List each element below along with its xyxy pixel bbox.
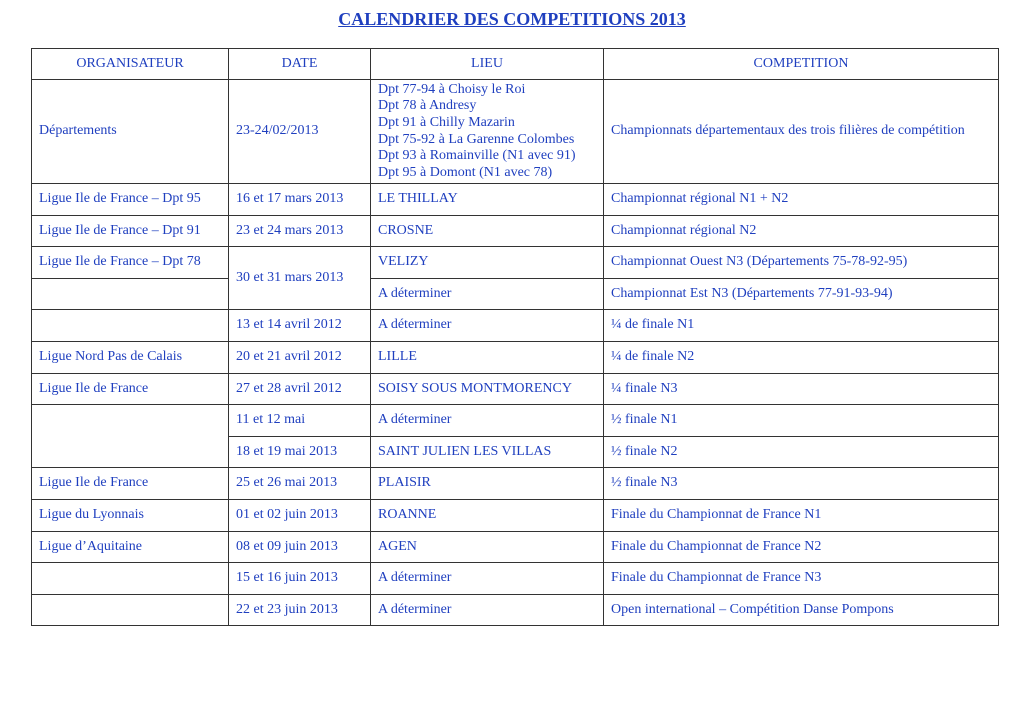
cell-date: 08 et 09 juin 2013 [229, 531, 371, 563]
cell-organisateur: Départements [32, 80, 229, 184]
cell-date: 30 et 31 mars 2013 [229, 247, 371, 310]
location-line: Dpt 77-94 à Choisy le Roi [378, 81, 526, 97]
location-line: Dpt 95 à Domont (N1 avec 78) [378, 164, 553, 180]
cell-date: 23-24/02/2013 [229, 80, 371, 184]
cell-lieu: A déterminer [371, 594, 604, 626]
table-row [32, 184, 999, 216]
cell-organisateur [32, 310, 229, 342]
table-row [32, 373, 999, 405]
cell-competition: Finale du Championnat de France N3 [604, 563, 999, 595]
header-lieu: LIEU [371, 49, 604, 80]
cell-lieu: ROANNE [371, 499, 604, 531]
header-date: DATE [229, 49, 371, 80]
cell-competition: Championnat régional N1 + N2 [604, 184, 999, 216]
table-header-row [32, 49, 999, 80]
cell-lieu: LILLE [371, 341, 604, 373]
table-row [32, 531, 999, 563]
cell-competition: ¼ de finale N2 [604, 341, 999, 373]
cell-organisateur: Ligue Ile de France – Dpt 91 [32, 215, 229, 247]
table-row [32, 310, 999, 342]
cell-date: 13 et 14 avril 2012 [229, 310, 371, 342]
header-organisateur: ORGANISATEUR [32, 49, 229, 80]
cell-lieu [371, 80, 604, 184]
cell-date: 11 et 12 mai [229, 405, 371, 437]
cell-competition: ¼ finale N3 [604, 373, 999, 405]
cell-lieu: CROSNE [371, 215, 604, 247]
cell-lieu: A déterminer [371, 405, 604, 437]
cell-competition: Championnat régional N2 [604, 215, 999, 247]
location-line: Dpt 78 à Andresy [378, 98, 477, 114]
cell-date: 27 et 28 avril 2012 [229, 373, 371, 405]
table-row [32, 468, 999, 500]
header-competition: COMPETITION [604, 49, 999, 80]
cell-organisateur [32, 563, 229, 595]
table-row [32, 563, 999, 595]
cell-lieu: SOISY SOUS MONTMORENCY [371, 373, 604, 405]
cell-organisateur: Ligue du Lyonnais [32, 499, 229, 531]
cell-lieu: LE THILLAY [371, 184, 604, 216]
location-line: Dpt 93 à Romainville (N1 avec 91) [378, 148, 576, 164]
cell-date: 20 et 21 avril 2012 [229, 341, 371, 373]
table-row [32, 278, 999, 310]
cell-date: 23 et 24 mars 2013 [229, 215, 371, 247]
cell-date: 22 et 23 juin 2013 [229, 594, 371, 626]
table-row [32, 247, 999, 279]
cell-lieu: SAINT JULIEN LES VILLAS [371, 436, 604, 468]
location-line: Dpt 75-92 à La Garenne Colombes [378, 131, 575, 147]
cell-lieu: A déterminer [371, 310, 604, 342]
cell-date: 15 et 16 juin 2013 [229, 563, 371, 595]
page-title: CALENDRIER DES COMPETITIONS 2013 [338, 9, 686, 29]
cell-date: 16 et 17 mars 2013 [229, 184, 371, 216]
cell-lieu: A déterminer [371, 563, 604, 595]
competition-calendar-table [31, 48, 999, 626]
cell-competition: Championnat Ouest N3 (Départements 75-78-92-95) [604, 247, 999, 279]
cell-lieu: PLAISIR [371, 468, 604, 500]
cell-competition: Finale du Championnat de France N1 [604, 499, 999, 531]
cell-organisateur [32, 594, 229, 626]
cell-competition: Championnat Est N3 (Départements 77-91-93-94) [604, 278, 999, 310]
cell-competition: ¼ de finale N1 [604, 310, 999, 342]
cell-lieu: A déterminer [371, 278, 604, 310]
cell-organisateur: Ligue Ile de France – Dpt 95 [32, 184, 229, 216]
cell-competition: Championnats départementaux des trois filières de compétition [604, 80, 999, 184]
cell-organisateur: Ligue Nord Pas de Calais [32, 341, 229, 373]
cell-competition: ½ finale N2 [604, 436, 999, 468]
cell-lieu: VELIZY [371, 247, 604, 279]
cell-organisateur [32, 405, 229, 468]
cell-organisateur: Ligue d’Aquitaine [32, 531, 229, 563]
cell-organisateur: Ligue Ile de France [32, 373, 229, 405]
cell-competition: Finale du Championnat de France N2 [604, 531, 999, 563]
cell-date: 25 et 26 mai 2013 [229, 468, 371, 500]
cell-competition: Open international – Compétition Danse Pompons [604, 594, 999, 626]
table-row [32, 499, 999, 531]
table-row [32, 594, 999, 626]
cell-date: 18 et 19 mai 2013 [229, 436, 371, 468]
cell-competition: ½ finale N1 [604, 405, 999, 437]
cell-lieu: AGEN [371, 531, 604, 563]
location-line: Dpt 91 à Chilly Mazarin [378, 114, 515, 130]
table-row [32, 405, 999, 437]
table-row [32, 341, 999, 373]
cell-competition: ½ finale N3 [604, 468, 999, 500]
cell-organisateur: Ligue Ile de France – Dpt 78 [32, 247, 229, 279]
cell-date: 01 et 02 juin 2013 [229, 499, 371, 531]
table-row [32, 80, 999, 184]
cell-organisateur: Ligue Ile de France [32, 468, 229, 500]
cell-organisateur [32, 278, 229, 310]
table-row [32, 215, 999, 247]
